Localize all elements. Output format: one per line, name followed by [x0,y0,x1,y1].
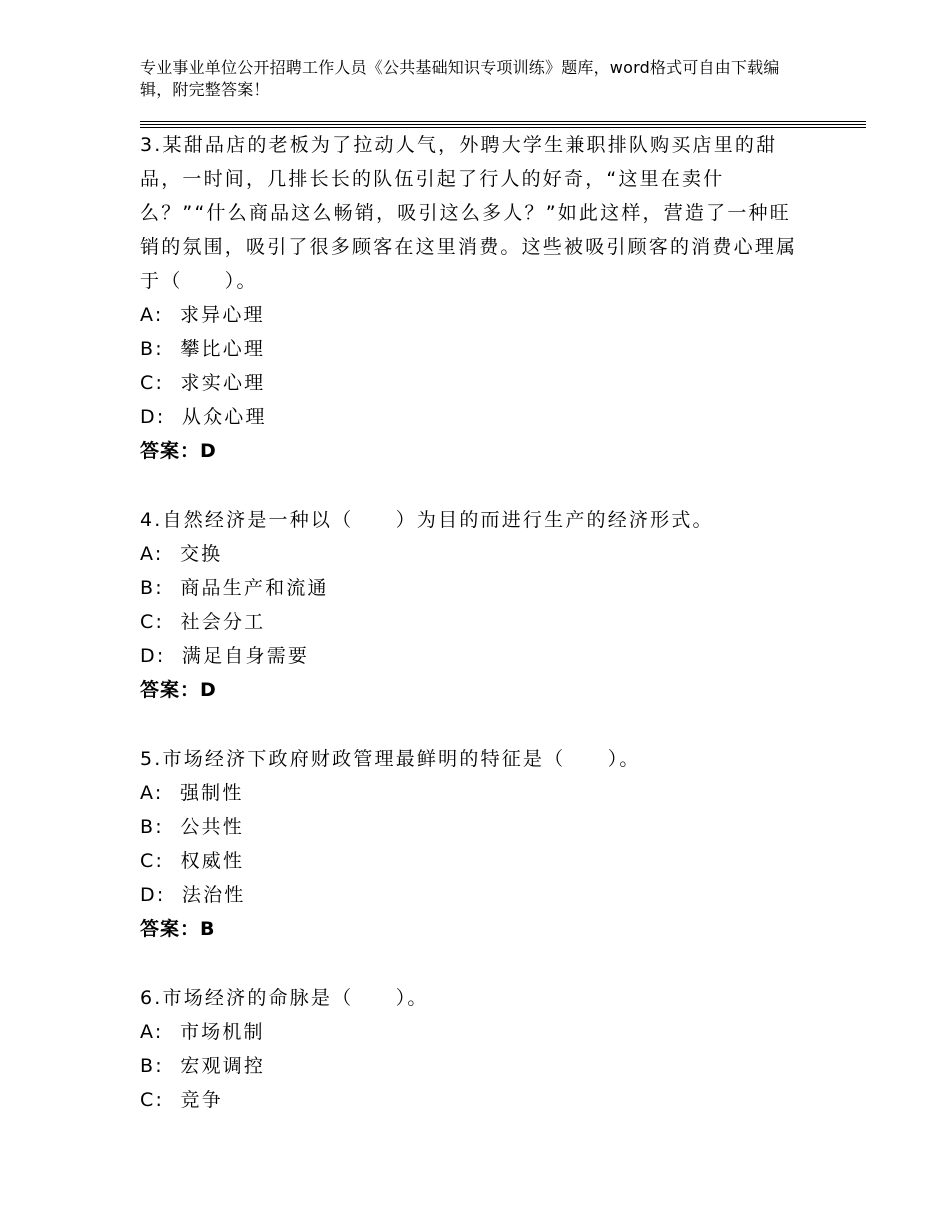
answer-line: 答案：B [140,918,216,940]
question-list [140,128,800,1117]
option-d: D: 法治性 [140,884,246,906]
question-stem: 3.某甜品店的老板为了拉动人气，外聘大学生兼职排队购买店里的甜品，一时间，几排长长的队伍引起了行人的好奇，“这里在卖什么？”“什么商品这么畅销，吸引这么多人？”如此这样，营造了一种旺销的氛围，吸引了很多顾客在这里消费。这些被吸引顾客的消费心理属于（ ）。 [140,134,798,292]
option-b: B: 攀比心理 [140,338,266,360]
option-d: D: 满足自身需要 [140,645,310,667]
question-stem: 5.市场经济下政府财政管理最鲜明的特征是（ ）。 [140,748,641,770]
answer-line: 答案：D [140,679,217,701]
question-stem: 6.市场经济的命脉是（ ）。 [140,987,429,1009]
option-a: A: 交换 [140,543,223,565]
header-divider [140,121,866,122]
header-divider [140,124,866,125]
option-d: D: 从众心理 [140,406,267,428]
option-c: C: 社会分工 [140,611,266,633]
option-b: B: 宏观调控 [140,1055,266,1077]
question-4 [140,503,800,707]
question-spacer [140,946,800,981]
option-a: A: 求异心理 [140,304,265,326]
option-a: A: 强制性 [140,782,244,804]
option-b: B: 商品生产和流通 [140,577,329,599]
page-header: 专业事业单位公开招聘工作人员《公共基础知识专项训练》题库，word格式可自由下载编辑，附完整答案！ [140,58,780,99]
question-spacer [140,707,800,742]
option-a: A: 市场机制 [140,1021,265,1043]
option-c: C: 权威性 [140,850,245,872]
answer-line: 答案：D [140,440,217,462]
option-c: C: 竞争 [140,1089,223,1111]
option-c: C: 求实心理 [140,372,266,394]
question-6 [140,981,800,1117]
question-stem: 4.自然经济是一种以（ ）为目的而进行生产的经济形式。 [140,509,714,531]
question-5 [140,742,800,946]
option-b: B: 公共性 [140,816,244,838]
question-3 [140,128,800,468]
question-spacer [140,468,800,503]
